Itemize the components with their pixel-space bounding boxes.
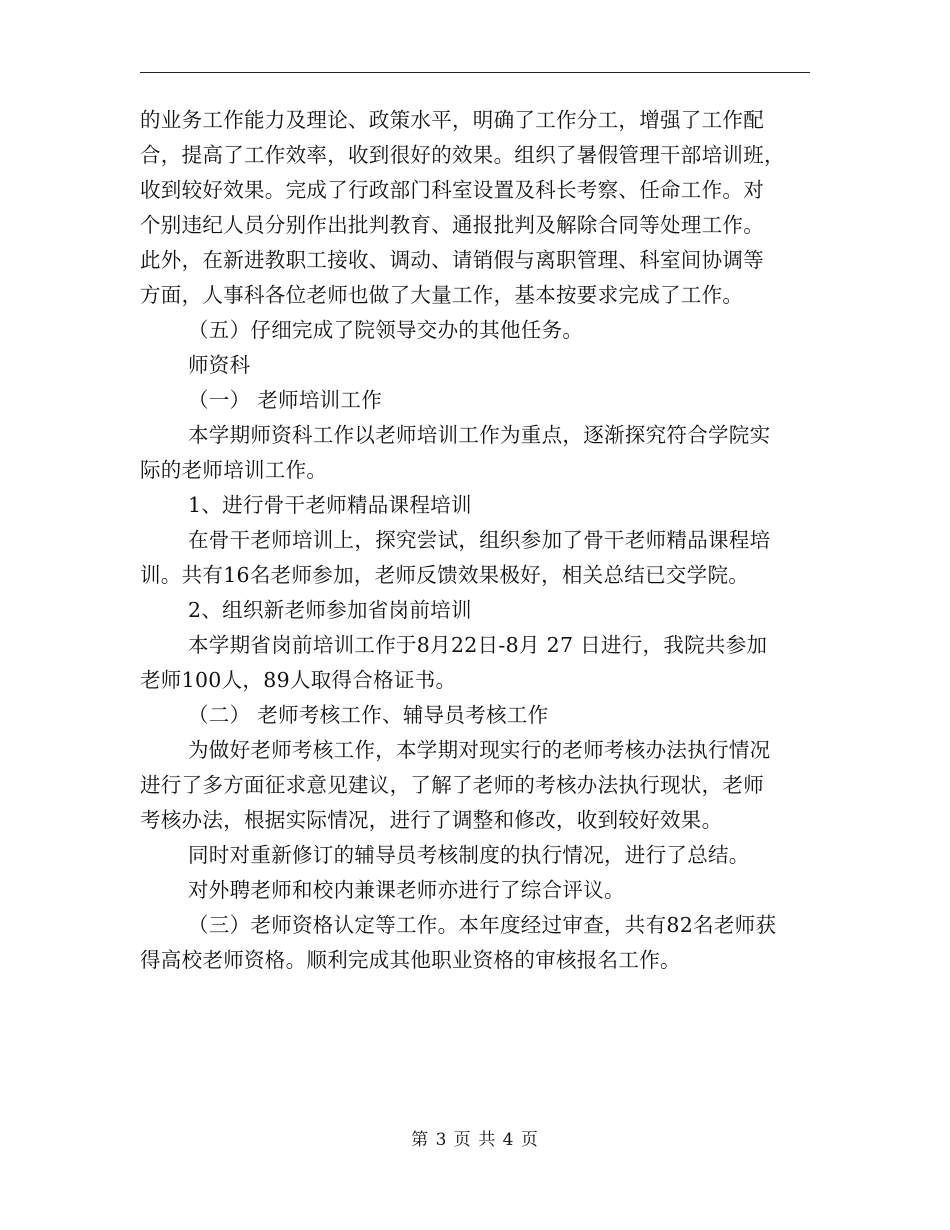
- text-line: 老师100人，89人取得合格证书。: [140, 668, 457, 692]
- text-line: 方面，人事科各位老师也做了大量工作，基本按要求完成了工作。: [140, 283, 744, 307]
- text-line: 收到较好效果。完成了行政部门科室设置及科长考察、任命工作。对: [140, 178, 764, 202]
- text-line: 个别违纪人员分别作出批判教育、通报批判及解除合同等处理工作。: [140, 213, 764, 237]
- text-line: 训。共有16名老师参加，老师反馈效果极好，相关总结已交学院。: [140, 563, 750, 587]
- text-line: （三）老师资格认定等工作。本年度经过审查，共有82名老师获: [188, 913, 777, 937]
- text-line: 对外聘老师和校内兼课老师亦进行了综合评议。: [188, 878, 625, 902]
- text-line: 考核办法，根据实际情况，进行了调整和修改，收到较好效果。: [140, 808, 723, 832]
- text-line: 2、组织新老师参加省岗前培训: [188, 598, 472, 622]
- text-line: 同时对重新修订的辅导员考核制度的执行情况，进行了总结。: [188, 843, 750, 867]
- text-line: 在骨干老师培训上，探究尝试，组织参加了骨干老师精品课程培: [188, 528, 771, 552]
- text-line: 1、进行骨干老师精品课程培训: [188, 493, 472, 517]
- text-line: 师资科: [188, 353, 251, 377]
- text-line: （一） 老师培训工作: [188, 388, 383, 412]
- text-line: 此外，在新进教职工接收、调动、请销假与离职管理、科室间协调等: [140, 248, 764, 272]
- text-line: （二） 老师考核工作、辅导员考核工作: [188, 703, 549, 727]
- text-line: 进行了多方面征求意见建议，了解了老师的考核办法执行现状，老师: [140, 773, 764, 797]
- text-line: 际的老师培训工作。: [140, 458, 328, 482]
- text-line: 本学期师资科工作以老师培训工作为重点，逐渐探究符合学院实: [188, 423, 771, 447]
- text-line: 本学期省岗前培训工作于8月22日-8月 27 日进行，我院共参加: [188, 633, 768, 657]
- document-body: [140, 103, 810, 978]
- text-line: 为做好老师考核工作，本学期对现实行的老师考核办法执行情况: [188, 738, 771, 762]
- text-line: 得高校老师资格。顺利完成其他职业资格的审核报名工作。: [140, 948, 681, 972]
- header-rule: [140, 72, 810, 73]
- text-line: 的业务工作能力及理论、政策水平，明确了工作分工，增强了工作配: [140, 108, 764, 132]
- page-number-footer: 第 3 页 共 4 页: [411, 1130, 539, 1150]
- text-line: 合，提高了工作效率，收到很好的效果。组织了暑假管理干部培训班，: [140, 143, 785, 167]
- text-line: （五）仔细完成了院领导交办的其他任务。: [188, 318, 584, 342]
